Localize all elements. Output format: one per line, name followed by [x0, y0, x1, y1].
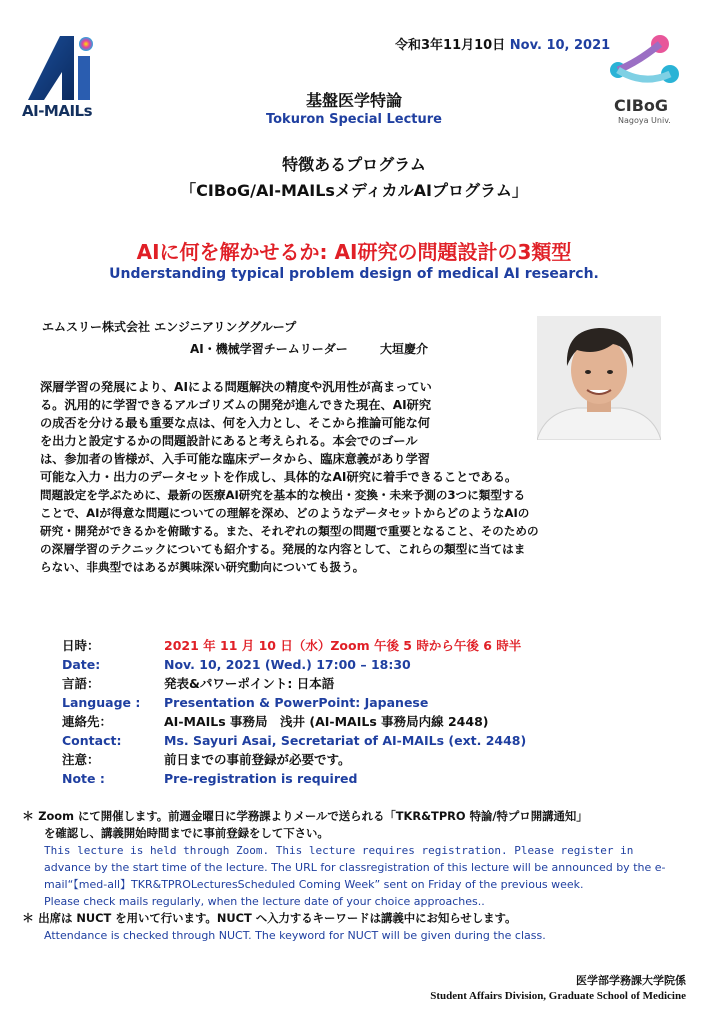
issue-date-en: Nov. 10, 2021 — [509, 38, 611, 53]
info-value: Ms. Sayuri Asai, Secretariat of AI-MAILs (ext. 2448) — [164, 733, 527, 748]
info-label: Note : — [62, 771, 105, 786]
info-row-note-en — [62, 769, 526, 788]
info-row-language-jp — [62, 674, 526, 693]
info-value: Presentation & PowerPoint: Japanese — [164, 695, 429, 710]
footer-office-en: Student Affairs Division, Graduate School of Medicine — [430, 990, 686, 1002]
abstract-line: 研究・開発ができるかを俯瞰する。また、それぞれの類型の問題で重要となること、そのための — [40, 524, 539, 538]
cibog-logo-text: CIBoG — [614, 96, 669, 115]
info-label: 連絡先： — [62, 714, 113, 729]
speaker-name: 大垣慶介 — [379, 342, 428, 356]
abstract-line: の深層学習のテクニックについても紹介する。発展的な内容として、これらの類型に当てはま — [40, 542, 526, 556]
bullet-icon: ＊ — [22, 911, 35, 925]
note-nuct-jp: ＊ 出席は NUCT を用いて行います。NUCT へ入力するキーワードは講義中にお知らせします。 — [22, 911, 517, 925]
info-value: 前日までの事前登録が必要です。 — [164, 752, 351, 767]
note-zoom-en-1: This lecture is held through Zoom. This lecture requires registration. Please register in — [44, 844, 634, 857]
info-label: Contact: — [62, 733, 122, 748]
abstract-line: ことで、AIが得意な問題についての理解を深め、どのようなデータセットからどのようなAIの — [40, 506, 530, 520]
program-line-2: 「CIBoG/AI-MAILsメディカルAIプログラム」 — [180, 181, 528, 200]
abstract-line: 深層学習の発展により、AIによる問題解決の精度や汎用性が高まってい — [40, 380, 432, 394]
issue-date-jp: 令和3年11月10日 — [395, 38, 506, 53]
issue-date — [395, 34, 610, 53]
info-value: Nov. 10, 2021 (Wed.) 17:00 – 18:30 — [164, 657, 411, 672]
notes-section — [22, 808, 692, 944]
info-row-date-en — [62, 655, 526, 674]
info-row-language-en — [62, 693, 526, 712]
program-line-1: 特徴あるプログラム — [282, 155, 426, 174]
bullet-icon: ＊ — [22, 809, 35, 823]
note-nuct-en: Attendance is checked through NUCT. The keyword for NUCT will be given during the class. — [44, 929, 546, 942]
info-value: AI-MAILs 事務局 浅井 (AI-MAILs 事務局内線 2448) — [164, 714, 489, 729]
abstract-line: を出力と設定するかの問題設計にあると考えられる。本会でのゴール — [40, 434, 418, 448]
note-zoom-en-2: advance by the start time of the lecture. The URL for classregistration of this lecture will be announced by the e-mail“【med-all】TKR&TPROLecturesScheduled Coming Week” sent on Friday of the previous week. — [44, 861, 666, 891]
ai-mails-logo-text: AI-MAILs — [22, 102, 93, 120]
speaker-affiliation: エムスリー株式会社 エンジニアリンググループ — [42, 320, 297, 334]
info-label: Language : — [62, 695, 141, 710]
speaker-role: AI・機械学習チームリーダー — [190, 342, 348, 356]
lecture-abstract — [40, 378, 688, 576]
abstract-line: の成否を分ける最も重要な点は、何を入力とし、そこから推論可能な何 — [40, 416, 430, 430]
note-zoom-jp-2: を確認し、講義開始時間までに事前登録をして下さい。 — [44, 826, 329, 840]
abstract-line: 可能な入力・出力のデータセットを作成し、具体的なAI研究に着手できることである。 — [40, 470, 518, 484]
lecture-info-table — [62, 636, 526, 788]
abstract-line: らない、非典型ではあるが興味深い研究動向についても扱う。 — [40, 560, 365, 574]
cibog-logo-subtext: Nagoya Univ. — [618, 116, 671, 125]
lecture-title-jp: AIに何を解かせるか: AI研究の問題設計の3類型 — [136, 240, 572, 264]
course-title-en: Tokuron Special Lecture — [265, 112, 442, 127]
info-value: 2021 年 11 月 10 日（水）Zoom 午後 5 時から午後 6 時半 — [164, 638, 522, 653]
abstract-line: 問題設定を学ぶために、最新の医療AI研究を基本的な検出・変換・未来予測の3つに類型する — [40, 488, 526, 502]
info-row-contact-jp — [62, 712, 526, 731]
info-label: Date: — [62, 657, 101, 672]
info-row-contact-en — [62, 731, 526, 750]
info-value: 発表&パワーポイント: 日本語 — [164, 676, 335, 691]
info-row-note-jp — [62, 750, 526, 769]
info-label: 注意： — [62, 752, 100, 767]
info-row-date-jp — [62, 636, 526, 655]
course-title-jp: 基盤医学特論 — [305, 91, 402, 110]
info-label: 日時： — [62, 638, 100, 653]
info-label: 言語： — [62, 676, 100, 691]
abstract-line: る。汎用的に学習できるアルゴリズムの開発が進んできた現在、AI研究 — [40, 398, 432, 412]
footer-office-jp: 医学部学務課大学院係 — [576, 975, 686, 987]
note-zoom-jp: ＊ Zoom にて開催します。前週金曜日に学務課よりメールで送られる「TKR&TPRO 特論/特プロ開講通知」 — [22, 809, 588, 823]
lecture-title-en: Understanding typical problem design of medical AI research. — [109, 266, 599, 282]
speaker-role-line — [190, 340, 428, 357]
note-zoom-en-3: Please check mails regularly, when the lecture date of your choice approaches.. — [44, 895, 485, 908]
info-value: Pre-registration is required — [164, 771, 358, 786]
abstract-line: は、参加者の皆様が、入手可能な臨床データから、臨床意義があり学習 — [40, 452, 430, 466]
